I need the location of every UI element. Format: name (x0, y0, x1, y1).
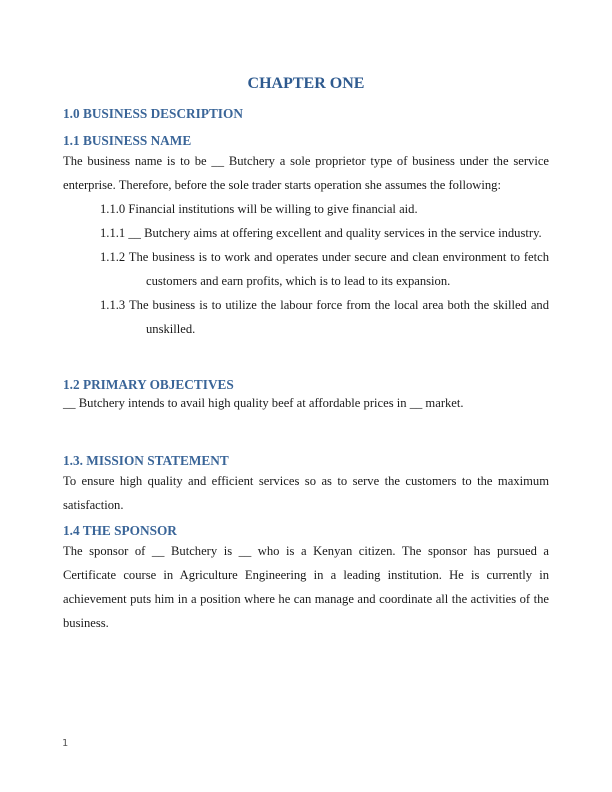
list-item: 1.1.2 The business is to work and operates under secure and clean environment to fetch customers and earn profits, which is to lead to its expansion. (100, 250, 549, 288)
list-item: 1.1.3 The business is to utilize the labour force from the local area both the skilled and unskilled. (100, 298, 549, 336)
primary-objectives-paragraph: __ Butchery intends to avail high quality beef at affordable prices in __ market. (63, 396, 464, 410)
list-item: 1.1.0 Financial institutions will be willing to give financial aid. (100, 202, 418, 216)
mission-statement-paragraph: To ensure high quality and efficient services so as to serve the customers to the maximum satisfaction. (63, 474, 549, 512)
section-heading-sponsor: 1.4 THE SPONSOR (63, 523, 177, 538)
business-name-paragraph: The business name is to be __ Butchery a sole proprietor type of business under the service enterprise. Therefore, before the sole trader starts operation she assumes the following: (63, 154, 549, 192)
sponsor-paragraph: The sponsor of __ Butchery is __ who is a Kenyan citizen. The sponsor has pursued a Certificate course in Agriculture Engineering in a leading institution. He is currently in achievement puts him in a position where he can manage and coordinate all the activities of the business. (63, 544, 549, 630)
section-heading-business-name: 1.1 BUSINESS NAME (63, 133, 192, 148)
section-heading-business-description: 1.0 BUSINESS DESCRIPTION (63, 106, 243, 121)
page-number: 1 (62, 738, 69, 749)
assumptions-list (63, 197, 549, 341)
chapter-title: CHAPTER ONE (247, 75, 365, 92)
list-item: 1.1.1 __ Butchery aims at offering excellent and quality services in the service industry. (100, 226, 542, 240)
page-content (63, 74, 549, 635)
section-heading-mission-statement: 1.3. MISSION STATEMENT (63, 453, 229, 468)
section-heading-primary-objectives: 1.2 PRIMARY OBJECTIVES (63, 377, 234, 392)
